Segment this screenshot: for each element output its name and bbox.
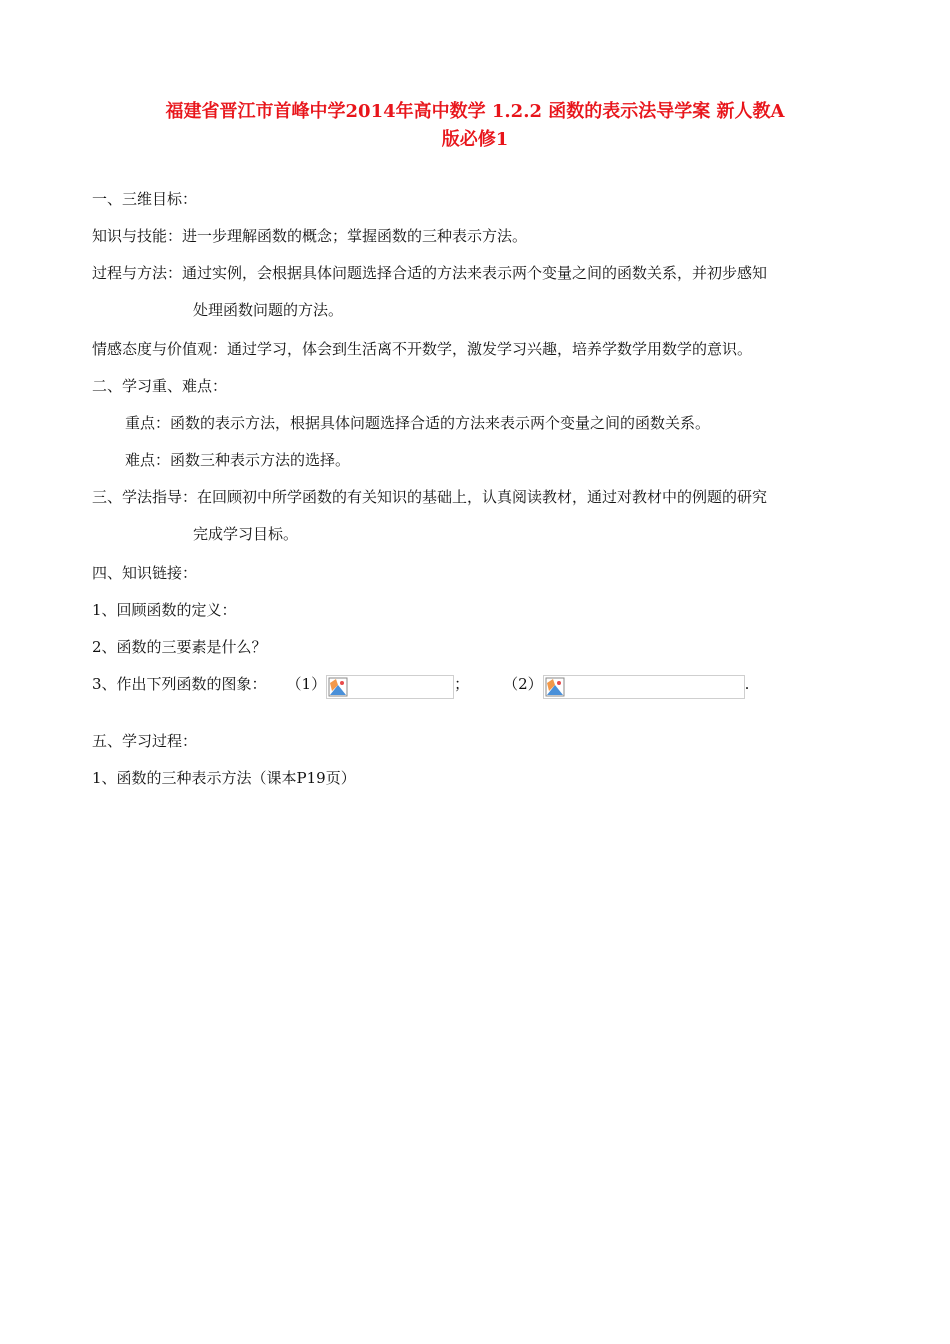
difficult-point: 难点：函数三种表示方法的选择。: [125, 451, 351, 469]
section-2-heading: 二、学习重、难点：: [92, 377, 228, 395]
knowledge-item-3: [92, 673, 858, 705]
process-method-goal: 过程与方法：通过实例，会根据具体问题选择合适的方法来表示两个变量之间的函数关系，并初步感知: [92, 264, 768, 282]
broken-image-icon: [328, 677, 348, 697]
emotion-values-goal: 情感态度与价值观：通过学习，体会到生活离不开数学，激发学习兴趣，培养学数学用数学的意识。: [92, 340, 753, 358]
function-separator: ；: [454, 675, 470, 693]
title-line-2: 版必修1: [441, 129, 509, 150]
function-label-2: （2）: [503, 675, 543, 693]
broken-image-icon: [545, 677, 565, 697]
knowledge-item-3-text: 3、作出下列函数的图象：: [92, 675, 267, 693]
process-method-goal-continued: 处理函数问题的方法。: [193, 301, 344, 319]
study-method-guide-continued: 完成学习目标。: [193, 525, 299, 543]
learning-item-1: 1、函数的三种表示方法（课本P19页）: [92, 769, 356, 787]
function-label-1: （1）: [286, 675, 327, 693]
function-end-period: .: [744, 675, 750, 693]
knowledge-skills-goal: 知识与技能：进一步理解函数的概念；掌握函数的三种表示方法。: [92, 227, 528, 245]
study-method-guide: 三、学法指导：在回顾初中所学函数的有关知识的基础上，认真阅读教材，通过对教材中的例题的研究: [92, 488, 768, 506]
title-line-1: 福建省晋江市首峰中学2014年高中数学 1.2.2 函数的表示法导学案 新人教A: [165, 101, 785, 122]
knowledge-item-2: 2、函数的三要素是什么？: [92, 638, 267, 656]
section-5-heading: 五、学习过程：: [92, 732, 198, 750]
section-1-heading: 一、三维目标：: [92, 190, 198, 208]
section-4-heading: 四、知识链接：: [92, 564, 198, 582]
formula-image-1: [326, 675, 454, 699]
document-title: [92, 98, 858, 154]
formula-image-2: [543, 675, 745, 699]
key-point: 重点：函数的表示方法，根据具体问题选择合适的方法来表示两个变量之间的函数关系。: [125, 414, 711, 432]
knowledge-item-1: 1、回顾函数的定义：: [92, 601, 237, 619]
